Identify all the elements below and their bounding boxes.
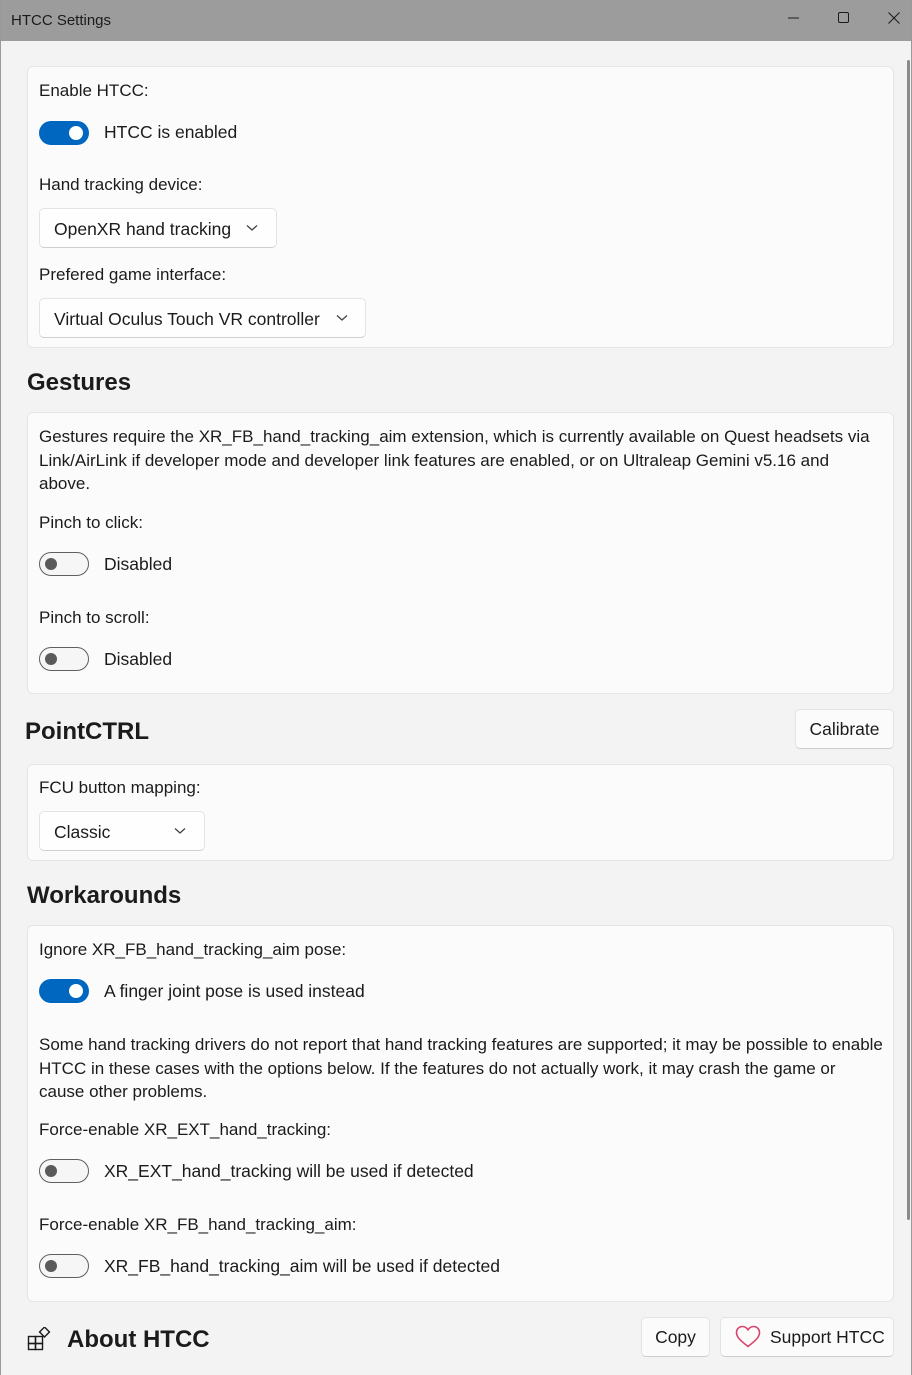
minimize-button[interactable]	[770, 0, 818, 36]
enable-htcc-status: HTCC is enabled	[104, 122, 238, 142]
pinch-to-click-status: Disabled	[104, 554, 173, 574]
pinch-to-click-label: Pinch to click:	[39, 513, 143, 532]
gestures-heading: Gestures	[27, 369, 132, 396]
calibrate-button[interactable]: Calibrate	[795, 709, 894, 749]
force-ext-hand-tracking-status: XR_EXT_hand_tracking will be used if detected	[104, 1161, 474, 1181]
gestures-description: Gestures require the XR_FB_hand_tracking_aim extension, which is currently available on Quest headsets via Link/AirLink if developer mode and developer link features are enabled, or on Ultraleap Gemini v5.16 and above.	[39, 427, 870, 493]
general-card	[27, 66, 894, 348]
force-fb-aim-toggle[interactable]	[39, 1254, 89, 1278]
game-interface-value: Virtual Oculus Touch VR controller	[54, 309, 320, 329]
force-fb-aim-label: Force-enable XR_FB_hand_tracking_aim:	[39, 1215, 357, 1234]
support-htcc-label: Support HTCC	[770, 1326, 885, 1347]
close-icon	[888, 12, 900, 24]
pinch-to-click-toggle[interactable]	[39, 552, 89, 576]
gestures-card	[27, 412, 894, 694]
support-htcc-button[interactable]	[720, 1317, 894, 1357]
force-ext-hand-tracking-toggle[interactable]	[39, 1159, 89, 1183]
chevron-down-icon	[174, 827, 186, 835]
workarounds-description: Some hand tracking drivers do not report that hand tracking features are supported; it may be possible to enable HTCC in these cases with the options below. If the features do not actually work, it may crash the game or cause other problems.	[39, 1035, 883, 1101]
pinch-to-scroll-label: Pinch to scroll:	[39, 608, 150, 627]
title-bar[interactable]	[1, 0, 911, 41]
workarounds-card	[27, 925, 894, 1302]
force-ext-hand-tracking-label: Force-enable XR_EXT_hand_tracking:	[39, 1120, 331, 1139]
pointctrl-heading: PointCTRL	[25, 718, 149, 745]
close-button[interactable]	[870, 0, 912, 36]
maximize-button[interactable]	[820, 0, 868, 36]
enable-htcc-toggle[interactable]	[39, 121, 89, 145]
game-interface-select[interactable]	[39, 298, 366, 338]
about-heading: About HTCC	[67, 1326, 210, 1353]
workarounds-heading: Workarounds	[27, 882, 182, 909]
game-interface-label: Prefered game interface:	[39, 265, 227, 284]
apps-icon	[27, 1327, 51, 1351]
fcu-button-mapping-value: Classic	[54, 822, 111, 842]
fcu-button-mapping-select[interactable]	[39, 811, 205, 851]
pinch-to-scroll-toggle[interactable]	[39, 647, 89, 671]
minimize-icon	[788, 17, 800, 19]
chevron-down-icon	[336, 314, 348, 322]
hand-tracking-device-label: Hand tracking device:	[39, 175, 203, 194]
fcu-button-mapping-label: FCU button mapping:	[39, 778, 201, 797]
pinch-to-scroll-status: Disabled	[104, 649, 173, 669]
maximize-icon	[838, 12, 850, 24]
force-fb-aim-status: XR_FB_hand_tracking_aim will be used if detected	[104, 1256, 500, 1276]
ignore-aim-pose-toggle[interactable]	[39, 979, 89, 1003]
chevron-down-icon	[246, 224, 258, 232]
heart-icon	[735, 1325, 761, 1349]
ignore-aim-pose-status: A finger joint pose is used instead	[104, 981, 365, 1001]
vertical-scrollbar[interactable]	[907, 60, 910, 1220]
ignore-aim-pose-label: Ignore XR_FB_hand_tracking_aim pose:	[39, 940, 347, 959]
pointctrl-card	[27, 764, 894, 861]
copy-button[interactable]: Copy	[641, 1317, 710, 1357]
hand-tracking-device-select[interactable]	[39, 208, 277, 248]
enable-htcc-label: Enable HTCC:	[39, 81, 149, 100]
hand-tracking-device-value: OpenXR hand tracking	[54, 219, 232, 239]
window-title: HTCC Settings	[11, 12, 112, 29]
